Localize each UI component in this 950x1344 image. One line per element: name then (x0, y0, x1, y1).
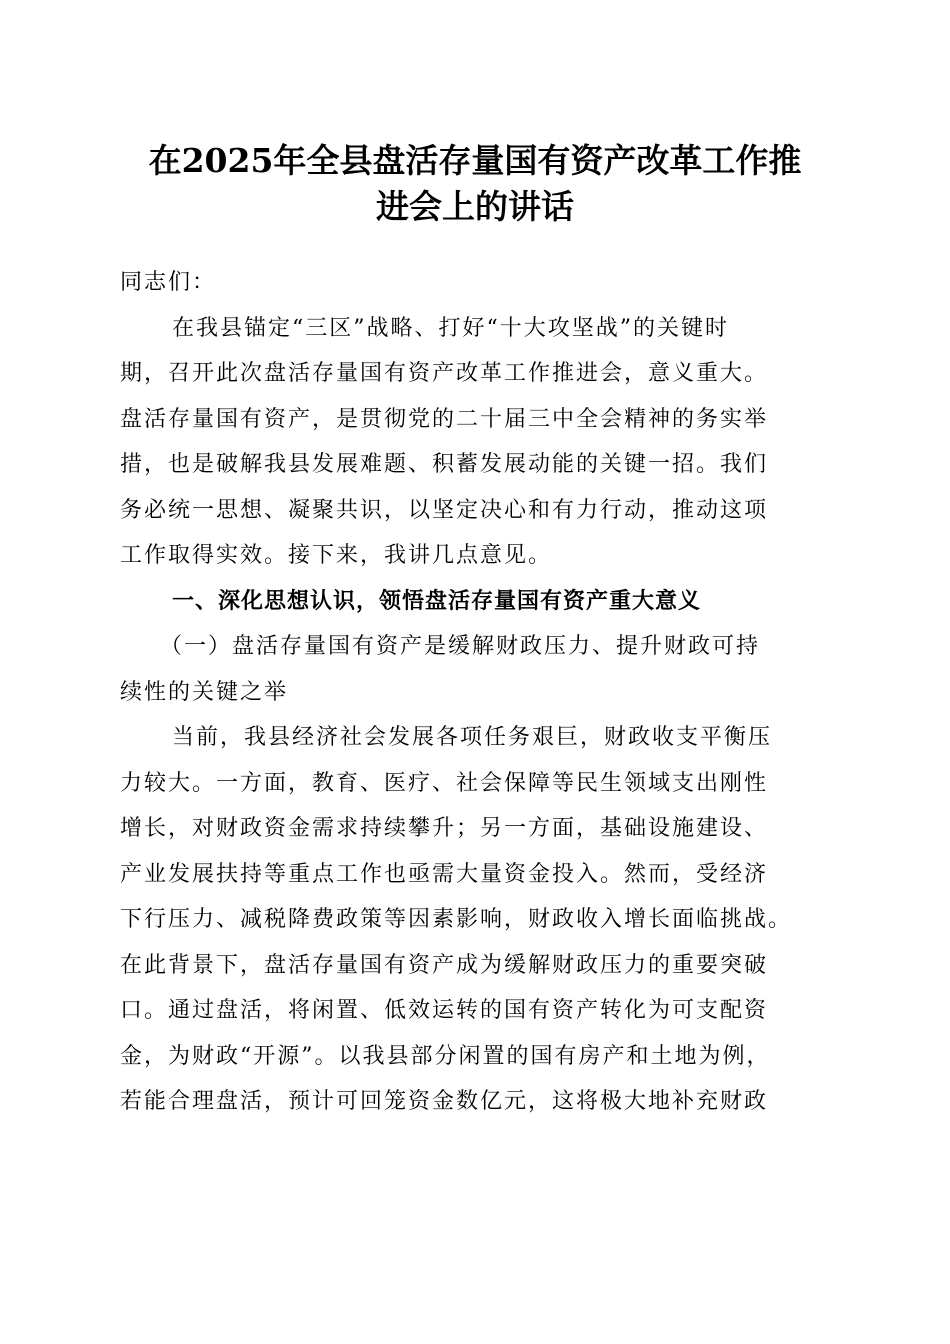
subheading-line: （一）盘活存量国有资产是缓解财政压力、提升财政可持 (160, 634, 761, 659)
paragraph-line: 若能合理盘活，预计可回笼资金数亿元，这将极大地补充财政 (120, 1089, 769, 1114)
subsection-heading (120, 624, 835, 715)
intro-paragraph (120, 306, 835, 579)
paragraph-line: 期，召开此次盘活存量国有资产改革工作推进会，意义重大。 (120, 361, 769, 386)
paragraph-line: 力较大。一方面，教育、医疗、社会保障等民生领域支出刚性 (120, 770, 769, 796)
paragraph-line: 增长，对财政资金需求持续攀升；另一方面，基础设施建设、 (120, 816, 769, 841)
paragraph-line: 在我县锚定“三区”战略、打好“十大攻坚战”的关键时 (172, 315, 729, 341)
paragraph-line: 措，也是破解我县发展难题、积蓄发展动能的关键一招。我们 (120, 452, 769, 477)
document-body (120, 260, 835, 1125)
paragraph-line: 务必统一思想、凝聚共识，以坚定决心和有力行动，推动这项 (120, 497, 769, 523)
paragraph-line: 金，为财政“开源”。以我县部分闲置的国有房产和土地为例， (120, 1043, 771, 1069)
paragraph-line: 工作取得实效。接下来，我讲几点意见。 (120, 543, 553, 568)
paragraph-line: 下行压力、减税降费政策等因素影响，财政收入增长面临挑战。 (120, 907, 793, 932)
paragraph-line: 当前，我县经济社会发展各项任务艰巨，财政收支平衡压 (172, 725, 773, 750)
section-heading: 一、深化思想认识，领悟盘活存量国有资产重大意义 (172, 588, 702, 614)
title-line-1: 在2025年全县盘活存量国有资产改革工作推 (148, 141, 802, 180)
title-line-2: 进会上的讲话 (376, 187, 574, 226)
paragraph-line: 产业发展扶持等重点工作也亟需大量资金投入。然而，受经济 (120, 861, 769, 887)
salutation: 同志们： (120, 270, 217, 295)
paragraph-line: 在此背景下，盘活存量国有资产成为缓解财政压力的重要突破 (120, 952, 769, 978)
paragraph-line: 口。通过盘活，将闲置、低效运转的国有资产转化为可支配资 (120, 998, 769, 1023)
paragraph-line: 盘活存量国有资产，是贯彻党的二十届三中全会精神的务实举 (120, 406, 769, 432)
body-paragraph (120, 715, 835, 1125)
document-title (115, 138, 835, 230)
subheading-line: 续性的关键之举 (120, 679, 289, 705)
